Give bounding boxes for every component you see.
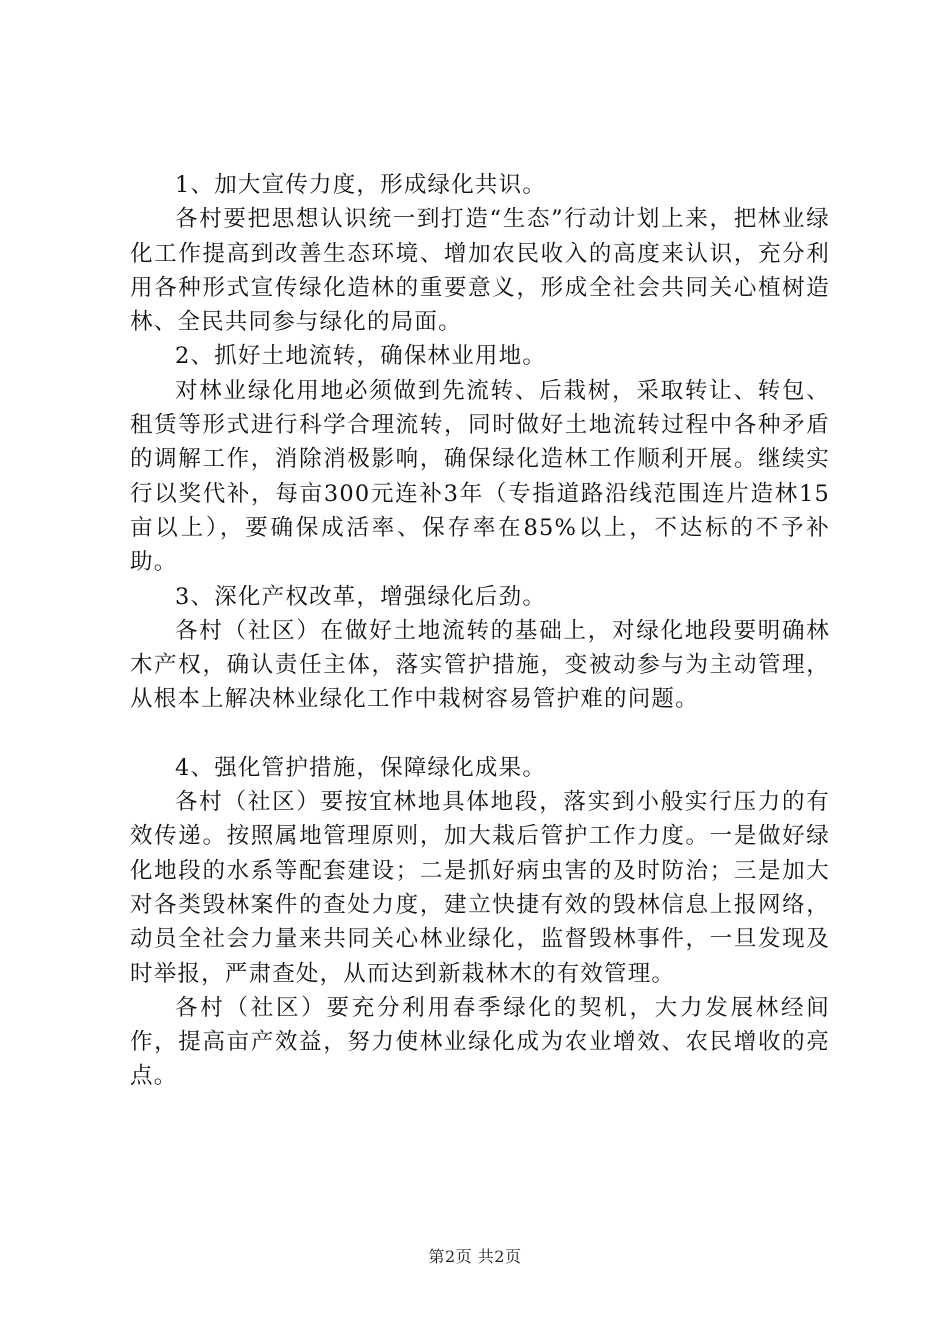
paragraph-spacer <box>130 717 830 751</box>
section-heading-3: 3、深化产权改革，增强绿化后劲。 <box>175 583 547 610</box>
section-heading-2: 2、抓好土地流转，确保林业用地。 <box>175 343 547 370</box>
paragraph-2: 对林业绿化用地必须做到先流转、后栽树，采取转让、转包、租赁等形式进行科学合理流转，同时做好土地流转过程中各种矛盾的调解工作，消除消极影响，确保绿化造林工作顺利开展。继续实行以奖代补，每亩300元连补3年（专指道路沿线范围连片造林15亩以上），要确保成活率、保存率在85%以上，不达标的不予补助。 <box>130 377 830 576</box>
section-heading-1: 1、加大宣传力度，形成绿化共识。 <box>175 172 547 198</box>
paragraph-1: 各村要把思想认识统一到打造“生态”行动计划上来，把林业绿化工作提高到改善生态环境、增加农民收入的高度来认识，充分利用各种形式宣传绿化造林的重要意义，形成全社会共同关心植树造林、全民共同参与绿化的局面。 <box>130 206 830 336</box>
document-body <box>130 168 830 1094</box>
paragraph-4: 各村（社区）要按宜林地具体地段，落实到小般实行压力的有效传递。按照属地管理原则，加大栽后管护工作力度。一是做好绿化地段的水系等配套建设；二是抓好病虫害的及时防治；三是加大对各类毁林案件的查处力度，建立快捷有效的毁林信息上报网络，动员全社会力量来共同关心林业绿化，监督毁林事件，一旦发现及时举报，严肃查处，从而达到新栽林木的有效管理。 <box>130 789 830 987</box>
paragraph-5: 各村（社区）要充分利用春季绿化的契机，大力发展林经间作，提高亩产效益，努力使林业绿化成为农业增效、农民增收的亮点。 <box>130 994 830 1090</box>
paragraph-3: 各村（社区）在做好土地流转的基础上，对绿化地段要明确林木产权，确认责任主体，落实管护措施，变被动参与为主动管理，从根本上解决林业绿化工作中栽树容易管护难的问题。 <box>130 617 830 713</box>
section-heading-4: 4、强化管护措施，保障绿化成果。 <box>175 754 547 781</box>
page-footer: 第2页 共2页 <box>428 1247 522 1266</box>
